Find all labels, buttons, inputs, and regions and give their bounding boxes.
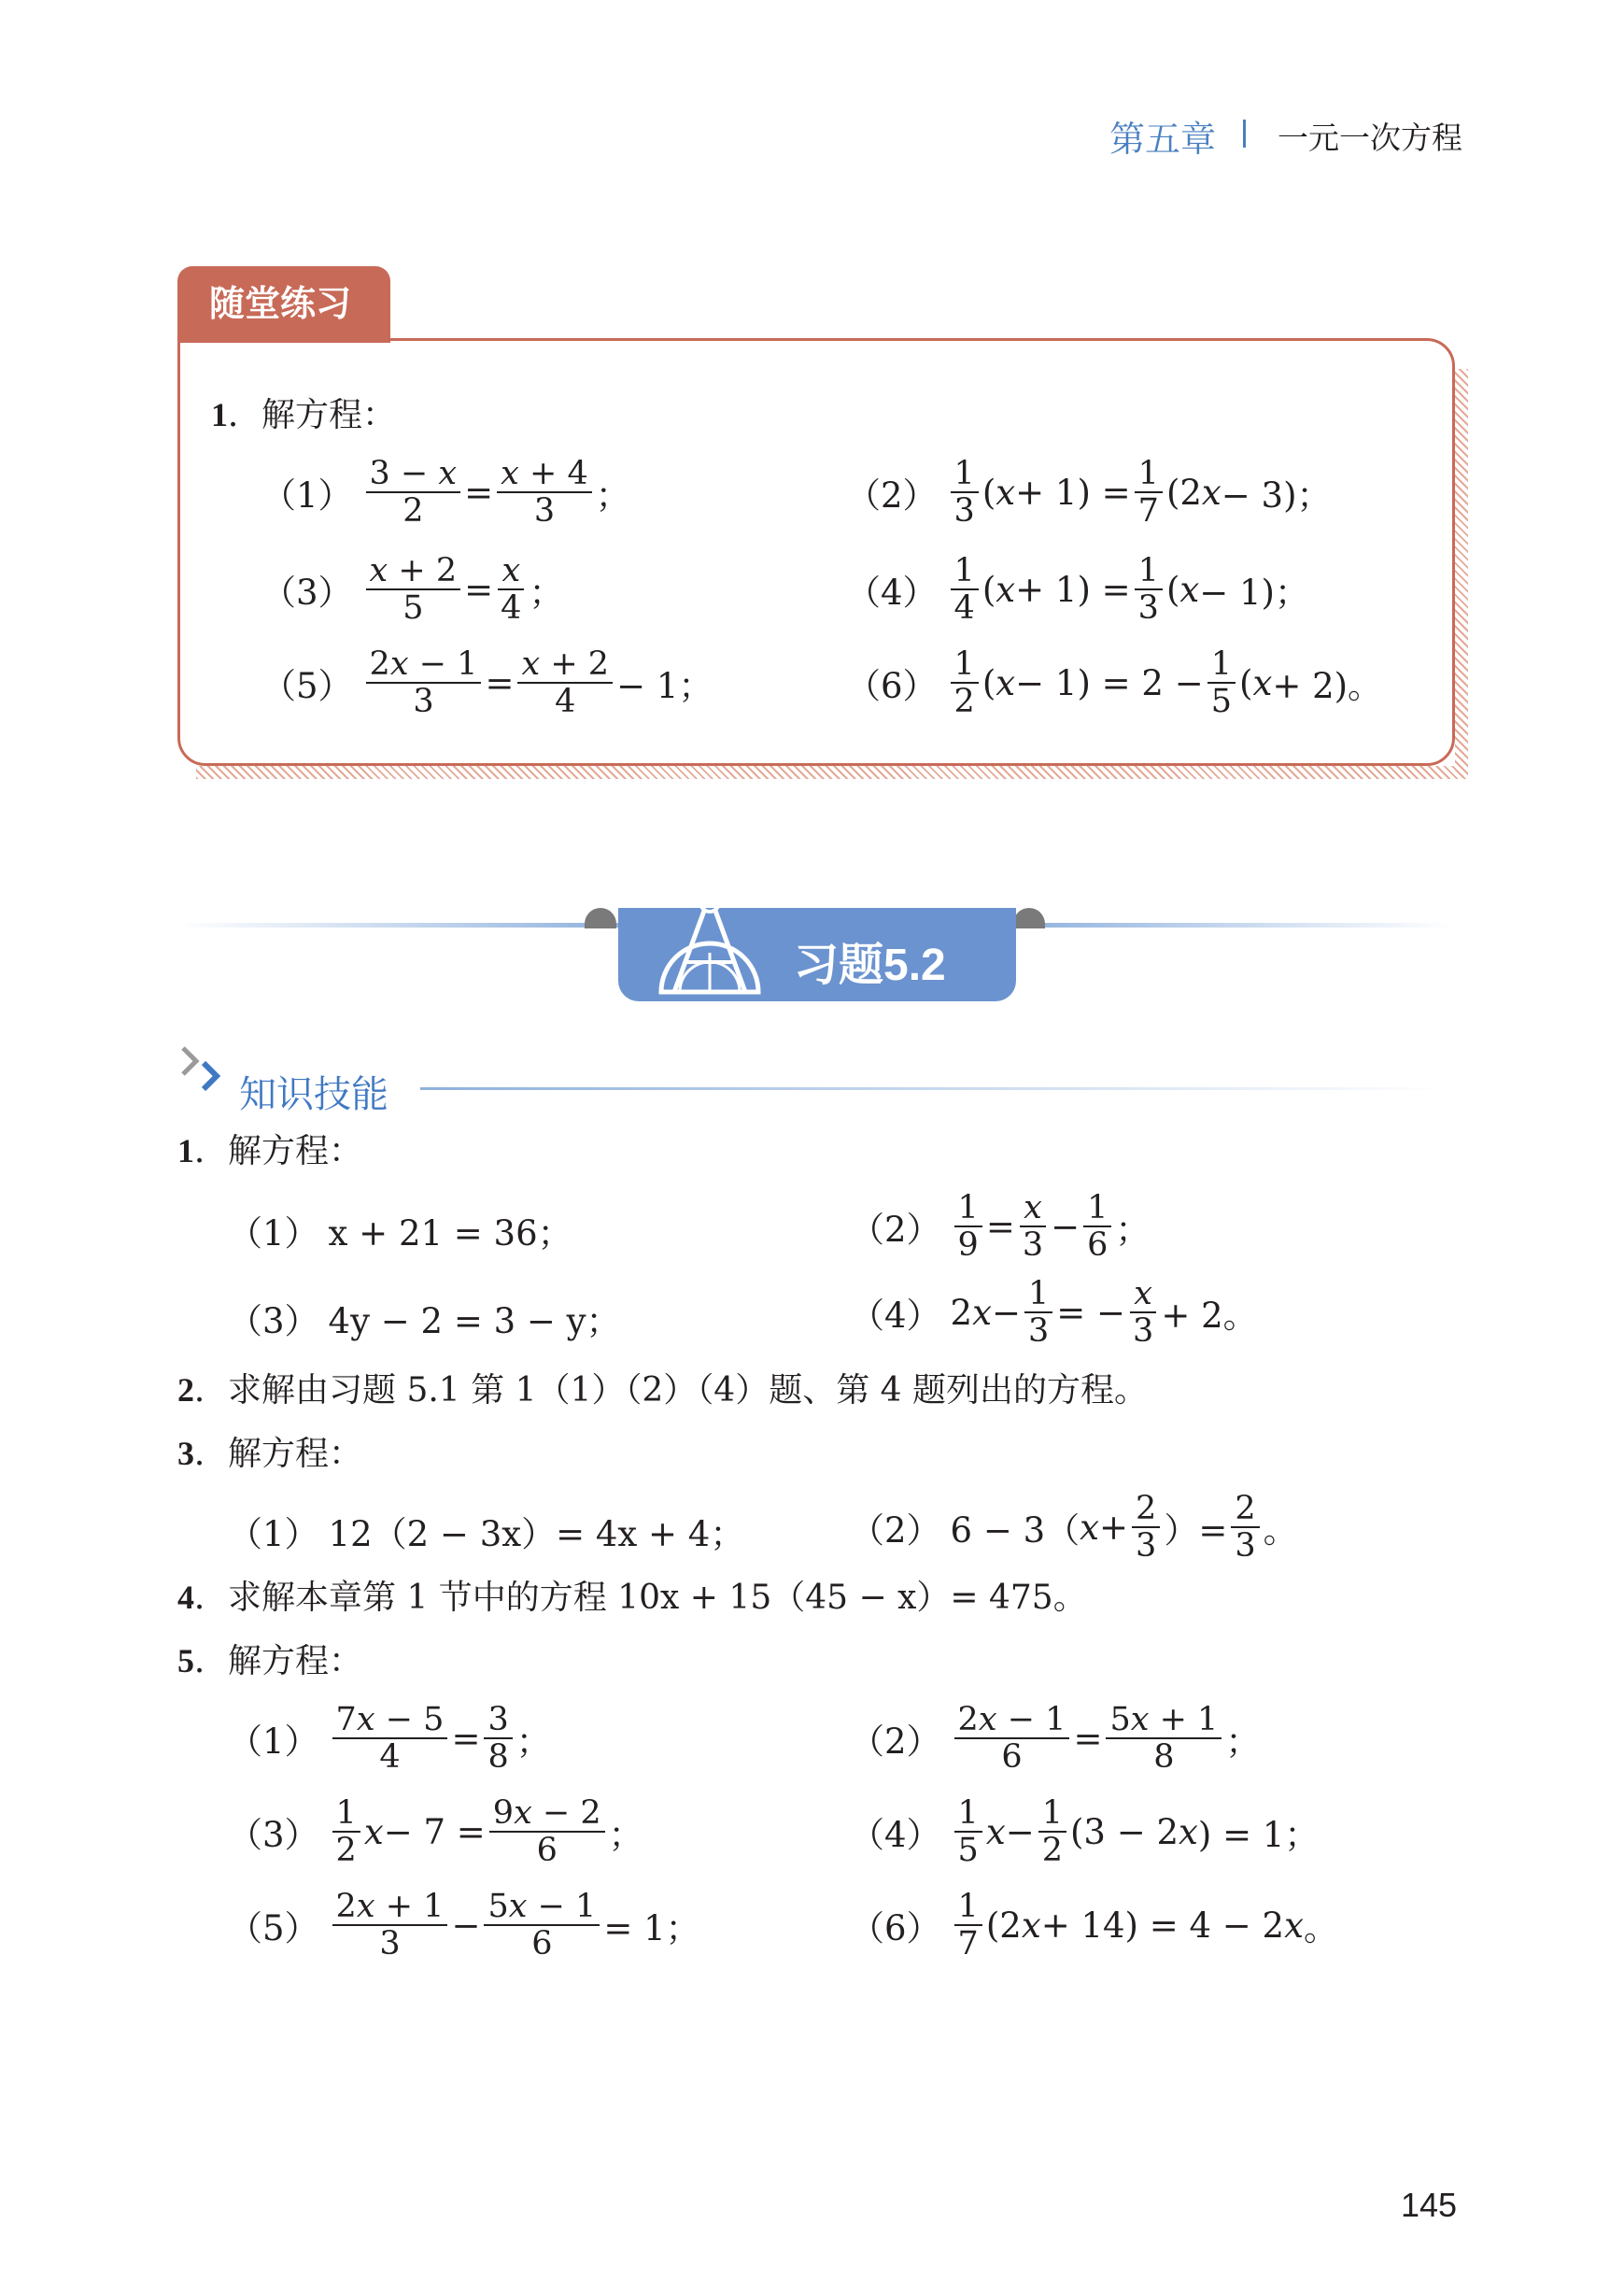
fraction: $\frac{2x - 1}{3}$ (366, 646, 482, 719)
fraction: $\frac{9x - 2}{6}$ (489, 1795, 605, 1868)
item-number: （3） (228, 1301, 319, 1341)
question-number: 4 (177, 1579, 194, 1616)
item-number: （1） (228, 1213, 319, 1254)
banner-rule-left (177, 923, 626, 928)
fraction: $\frac{1}{6}$ (1083, 1190, 1111, 1263)
question-text: 解方程： (261, 396, 397, 434)
exercise-q5-item-2: （2） $\frac{2x - 1}{6}$ = $\frac{5x + 1}{8}$ ； (850, 1701, 1261, 1776)
item-number: （2） (850, 1210, 941, 1250)
fraction: $\frac{1}{7}$ (1135, 456, 1163, 529)
fraction: $\frac{x + 2}{5}$ (366, 553, 461, 626)
chapter-title: 一元一次方程 (1278, 120, 1462, 155)
fraction: $\frac{5x - 1}{6}$ (484, 1889, 600, 1962)
fraction: $\frac{3}{8}$ (484, 1702, 512, 1775)
item-number: （1） (228, 1721, 319, 1762)
question-text: 解方程： (228, 1642, 363, 1680)
question-number: 2 (177, 1371, 194, 1409)
exercise-q5-item-4: （4） $\frac{1}{5}$ x − $\frac{1}{2}$ (3 − 2 x ) = 1； (850, 1794, 1320, 1869)
exercise-question-4: 4．求解本章第 1 节中的方程 10x + 15（45 − x）= 475。 (177, 1579, 1087, 1617)
item-number: （2） (846, 475, 938, 516)
exercise-q5-item-6: （6） $\frac{1}{7}$ (2 x + 14) = 4 − 2 x 。 (850, 1888, 1338, 1962)
fraction: $\frac{2}{3}$ (1231, 1491, 1259, 1564)
section-title: 知识技能 (239, 1074, 388, 1115)
exercise-q5-item-3: （3） $\frac{1}{2}$ x − 7 = $\frac{9x - 2}{6}$ ； (228, 1794, 643, 1869)
fraction: $\frac{x}{3}$ (1129, 1276, 1157, 1349)
section-rule (420, 1087, 1452, 1090)
practice-question-1: 1．解方程： (211, 396, 397, 434)
banner-knob-left (585, 908, 616, 928)
fraction: $\frac{1}{7}$ (954, 1889, 982, 1962)
exercise-q3-item-2: （2） 6 − 3（ x + $\frac{2}{3}$ ）= $\frac{2}{3}$ 。 (850, 1490, 1298, 1565)
fraction: $\frac{1}{3}$ (1024, 1276, 1052, 1349)
practice-item-4: （4） $\frac{1}{4}$ ( x + 1) = $\frac{1}{3}$ ( x − 1)； (846, 552, 1309, 627)
question-number: 3 (177, 1435, 194, 1472)
question-number: 1 (211, 396, 228, 433)
item-number: （2） (850, 1510, 941, 1551)
chapter-label: 第五章 (1109, 120, 1217, 160)
practice-box-shadow-right (1455, 369, 1468, 778)
item-number: （6） (846, 666, 938, 706)
fraction: $\frac{1}{3}$ (1135, 553, 1163, 626)
exercise-question-5: 5．解方程： (177, 1642, 363, 1680)
exercise-q1-item-4: （4） 2 x − $\frac{1}{3}$ = − $\frac{x}{3}$ + 2。 (850, 1275, 1258, 1350)
exercise-question-3: 3．解方程： (177, 1435, 363, 1473)
expression: 12（2 − 3x）= 4x + 4； (328, 1514, 745, 1554)
item-number: （1） (261, 475, 353, 516)
fraction: $\frac{1}{9}$ (954, 1190, 982, 1263)
exercise-question-1: 1．解方程： (177, 1132, 363, 1170)
question-text: 求解本章第 1 节中的方程 10x + 15（45 − x）= 475。 (228, 1579, 1087, 1617)
page-number: 145 (1401, 2186, 1458, 2224)
practice-box-shadow-bottom (196, 766, 1468, 779)
fraction: $\frac{1}{4}$ (951, 553, 979, 626)
exercise-q1-item-2: （2） $\frac{1}{9}$ = $\frac{x}{3}$ − $\frac{1}{6}$ ； (850, 1189, 1151, 1264)
fraction: $\frac{x + 4}{3}$ (497, 456, 592, 529)
exercise-title: 习题5.2 (794, 941, 946, 990)
practice-item-1: （1） $\frac{3 - x}{2}$ = $\frac{x + 4}{3}$ ； (261, 455, 630, 530)
fraction: $\frac{1}{5}$ (954, 1795, 982, 1868)
fraction: $\frac{x + 2}{4}$ (517, 646, 613, 719)
exercise-question-2: 2．求解由习题 5.1 第 1（1）（2）（4）题、第 4 题列出的方程。 (177, 1371, 1149, 1410)
item-number: （3） (261, 573, 353, 613)
item-number: （6） (850, 1908, 941, 1948)
fraction: $\frac{1}{2}$ (332, 1795, 360, 1868)
question-text: 求解由习题 5.1 第 1（1）（2）（4）题、第 4 题列出的方程。 (228, 1371, 1149, 1410)
fraction: $\frac{1}{2}$ (951, 646, 979, 719)
exercise-q1-item-1 (228, 1205, 572, 1255)
item-number: （4） (850, 1296, 941, 1336)
fraction: $\frac{2x - 1}{6}$ (954, 1702, 1070, 1775)
fraction: $\frac{x}{4}$ (497, 553, 525, 626)
question-text: 解方程： (228, 1132, 363, 1170)
practice-item-6: （6） $\frac{1}{2}$ ( x − 1) = 2 − $\frac{1}{5}$ ( x + 2)。 (846, 645, 1383, 720)
item-number: （5） (228, 1908, 319, 1948)
fraction: $\frac{7x - 5}{4}$ (332, 1702, 448, 1775)
chevron-right-icon (177, 1044, 235, 1097)
question-text: 解方程： (228, 1435, 363, 1473)
fraction: $\frac{2}{3}$ (1132, 1491, 1160, 1564)
fraction: $\frac{x}{3}$ (1019, 1190, 1047, 1263)
practice-tab-label: 随堂练习 (177, 266, 390, 343)
exercise-q1-item-3 (228, 1293, 621, 1343)
compass-protractor-icon (654, 869, 766, 999)
practice-item-2: （2） $\frac{1}{3}$ ( x + 1) = $\frac{1}{7}$ (2 x − 3)； (846, 455, 1332, 530)
fraction: $\frac{1}{5}$ (1207, 646, 1236, 719)
expression: 4y − 2 = 3 − y； (328, 1301, 621, 1341)
item-number: （4） (850, 1815, 941, 1855)
item-number: （5） (261, 666, 353, 706)
item-number: （4） (846, 573, 938, 613)
fraction: $\frac{5x + 1}{8}$ (1106, 1702, 1222, 1775)
expression: x + 21 = 36； (328, 1213, 572, 1254)
exercise-q5-item-1: （1） $\frac{7x - 5}{4}$ = $\frac{3}{8}$ ； (228, 1701, 551, 1776)
fraction: $\frac{3 - x}{2}$ (366, 456, 461, 529)
fraction: $\frac{2x + 1}{3}$ (332, 1889, 448, 1962)
item-number: （2） (850, 1721, 941, 1762)
practice-item-3: （3） $\frac{x + 2}{5}$ = $\frac{x}{4}$ ； (261, 552, 564, 627)
practice-item-5: （5） $\frac{2x - 1}{3}$ = $\frac{x + 2}{4}$ − 1； (261, 645, 713, 720)
fraction: $\frac{1}{2}$ (1038, 1795, 1066, 1868)
banner-rule-right (1013, 923, 1452, 928)
fraction: $\frac{1}{3}$ (951, 456, 979, 529)
item-number: （3） (228, 1815, 319, 1855)
question-number: 5 (177, 1642, 194, 1679)
exercise-q5-item-5: （5） $\frac{2x + 1}{3}$ − $\frac{5x - 1}{6}$ = 1； (228, 1888, 700, 1962)
question-number: 1 (177, 1132, 194, 1169)
exercise-q3-item-1 (228, 1506, 744, 1556)
header-separator (1243, 120, 1246, 148)
banner-knob-right (1013, 908, 1045, 928)
item-number: （1） (228, 1514, 319, 1554)
